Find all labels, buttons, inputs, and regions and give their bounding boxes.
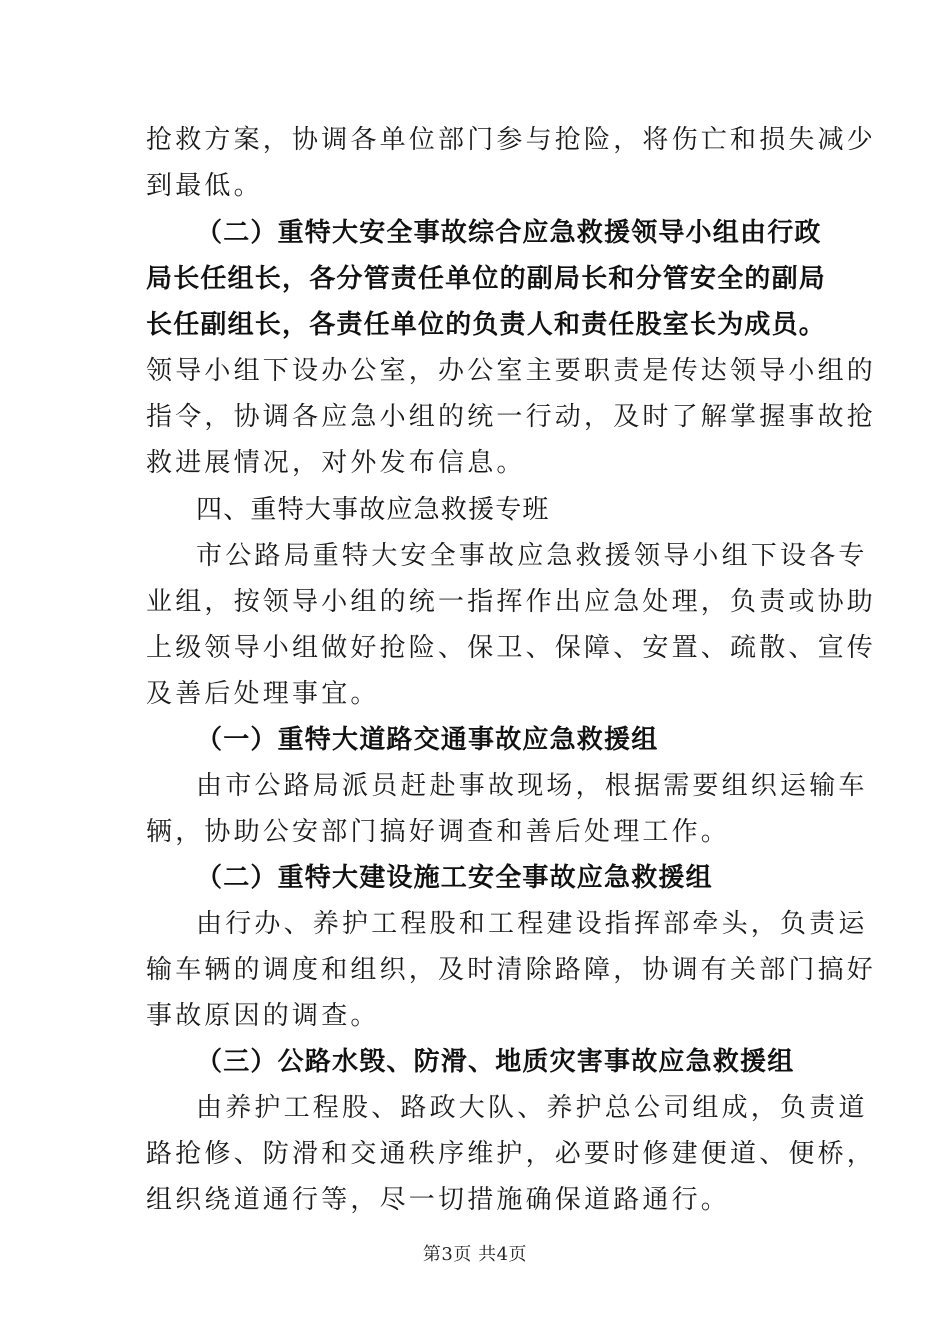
paragraph-line: 及善后处理事宜。	[146, 679, 380, 709]
paragraph-line: 路抢修、防滑和交通秩序维护，必要时修建便道、便桥，	[146, 1139, 877, 1169]
paragraph-line: 由养护工程股、路政大队、养护总公司组成，负责道	[196, 1093, 868, 1123]
paragraph-line: 组织绕道通行等，尽一切措施确保道路通行。	[146, 1185, 731, 1215]
paragraph-line: 辆，协助公安部门搞好调查和善后处理工作。	[146, 817, 731, 847]
subsection-heading: （二）重特大建设施工安全事故应急救援组	[196, 863, 713, 893]
paragraph-line: 事故原因的调查。	[146, 1001, 380, 1031]
paragraph-line: 到最低。	[146, 171, 263, 201]
subsection-heading: （一）重特大道路交通事故应急救援组	[196, 725, 659, 755]
paragraph-line: 领导小组下设办公室，办公室主要职责是传达领导小组的	[146, 356, 877, 386]
paragraph-line: 由市公路局派员赶赴事故现场，根据需要组织运输车	[196, 771, 868, 801]
paragraph-line: 由行办、养护工程股和工程建设指挥部牵头，负责运	[196, 909, 868, 939]
paragraph-line: 输车辆的调度和组织，及时清除路障，协调有关部门搞好	[146, 955, 877, 985]
page-footer: 第3页 共4页	[422, 1244, 528, 1265]
subsection-heading: （三）公路水毁、防滑、地质灾害事故应急救援组	[196, 1047, 795, 1077]
section-title: 四、重特大事故应急救援专班	[196, 495, 550, 525]
paragraph-line: 上级领导小组做好抢险、保卫、保障、安置、疏散、宣传	[146, 633, 877, 663]
section-heading-line: （二）重特大安全事故综合应急救援领导小组由行政	[196, 218, 822, 248]
paragraph-line: 市公路局重特大安全事故应急救援领导小组下设各专	[196, 541, 868, 571]
section-heading-line: 局长任组长，各分管责任单位的副局长和分管安全的副局	[146, 264, 827, 294]
paragraph-line: 抢救方案，协调各单位部门参与抢险，将伤亡和损失减少	[146, 125, 877, 155]
paragraph-line: 救进展情况，对外发布信息。	[146, 448, 526, 478]
section-heading-line: 长任副组长，各责任单位的负责人和责任股室长为成员。	[146, 310, 827, 340]
paragraph-line: 指令，协调各应急小组的统一行动，及时了解掌握事故抢	[146, 402, 877, 432]
paragraph-line: 业组，按领导小组的统一指挥作出应急处理，负责或协助	[146, 587, 877, 617]
